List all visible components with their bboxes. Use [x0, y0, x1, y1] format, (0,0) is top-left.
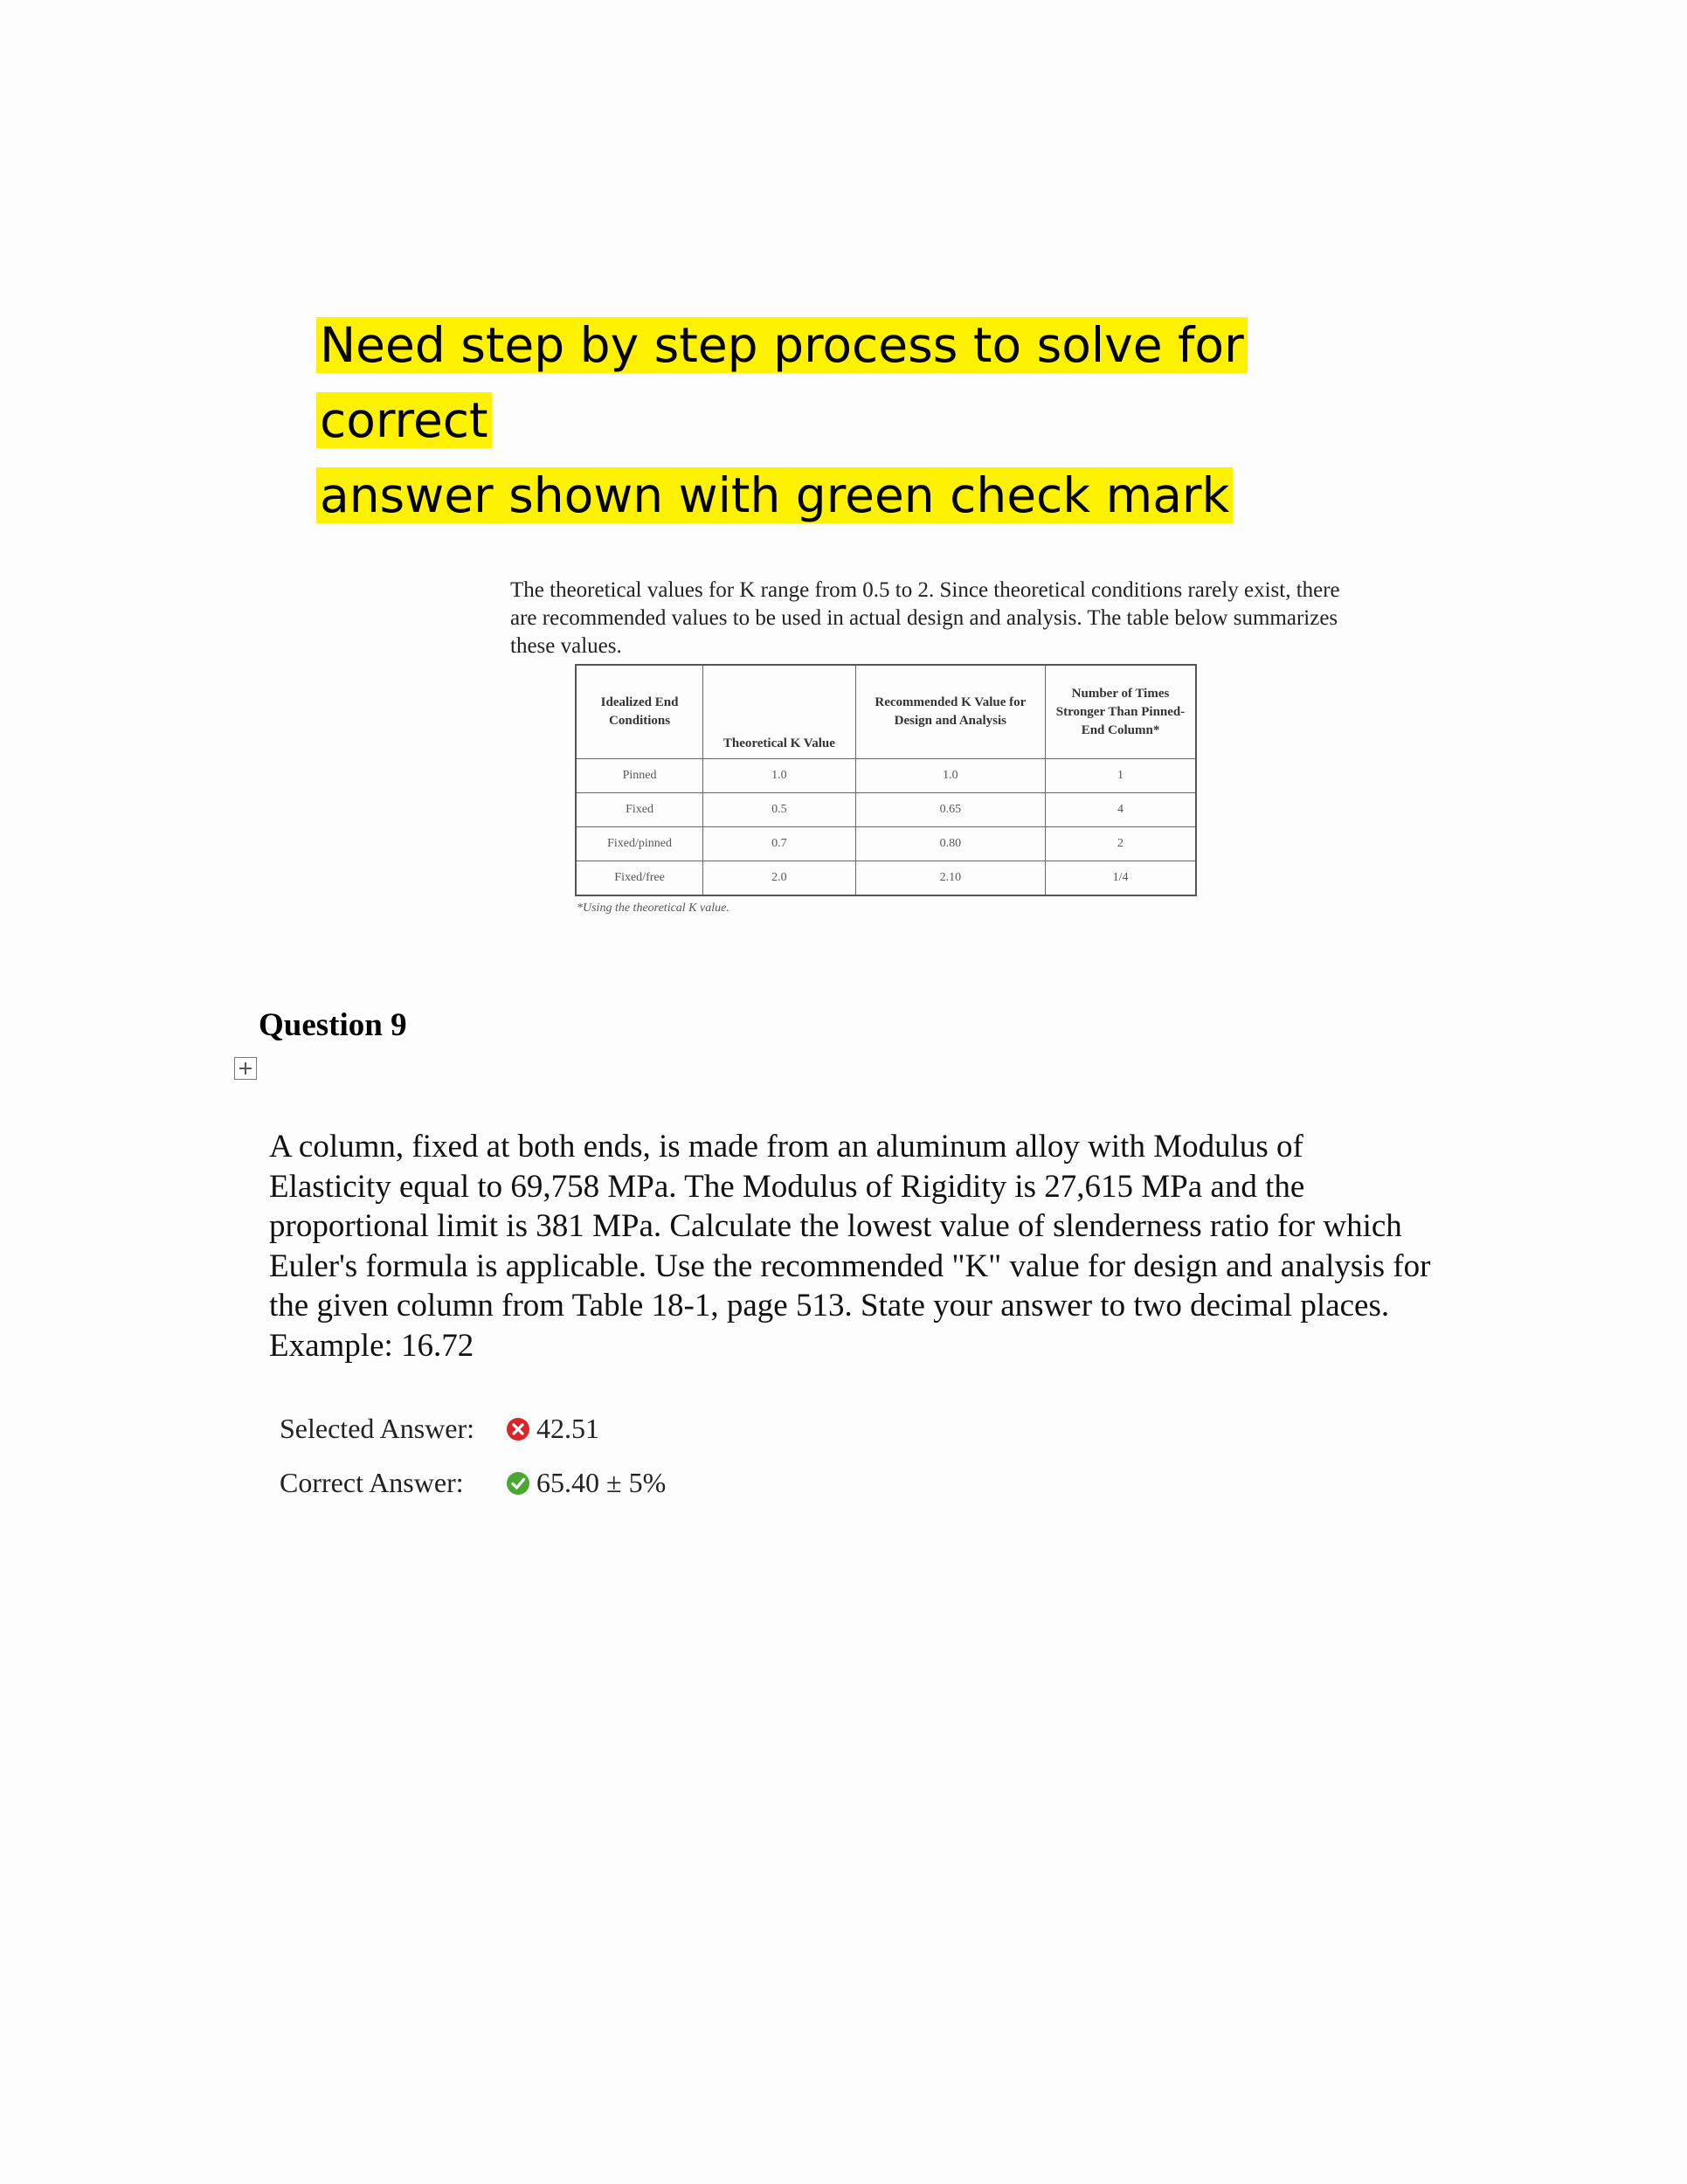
- cell: 1.0: [703, 759, 856, 793]
- cell: 2.10: [855, 861, 1045, 896]
- cell: 2.0: [703, 861, 856, 896]
- header-end-conditions: Idealized End Conditions: [576, 665, 703, 759]
- cell: Pinned: [576, 759, 703, 793]
- move-handle-icon[interactable]: [234, 1057, 257, 1080]
- question-text: A column, fixed at both ends, is made from an aluminum alloy with Modulus of Elasticity equal to 69,758 MPa. The Modulus of Rigidity is 27,615 MPa and the proportional limit is 381 MPa. Calculate the lowest value of slenderness ratio for which Euler's formula is applicable. Use the recommended "K" value for design and analysis for the given column from Table 18-1, page 513. State your answer to two decimal places. Example: 16.72: [269, 1129, 1431, 1364]
- cell: 4: [1046, 793, 1196, 827]
- table-footnote: *Using the theoretical K value.: [577, 902, 729, 915]
- correct-check-icon: [507, 1472, 529, 1495]
- table-row: [576, 793, 1196, 827]
- table-row: [576, 861, 1196, 896]
- selected-answer-label: Selected Answer:: [280, 1413, 475, 1444]
- cell: 0.80: [855, 827, 1045, 861]
- table-row: [576, 827, 1196, 861]
- incorrect-x-icon: [507, 1418, 529, 1441]
- selected-answer-row: [280, 1413, 599, 1445]
- note-line-2: answer shown with green check mark: [316, 467, 1233, 523]
- cell: 1/4: [1046, 861, 1196, 896]
- textbook-excerpt: The theoretical values for K range from 0.5 to 2. Since theoretical conditions rarely exist, there are recommended values to be used in actual design and analysis. The table below summarizes these values.: [510, 578, 1340, 658]
- note-line-1: Need step by step process to solve for correct: [316, 317, 1248, 448]
- help-request-note: [316, 308, 1417, 533]
- header-theoretical-k: Theoretical K Value: [703, 665, 856, 759]
- cell: 0.5: [703, 793, 856, 827]
- cell: Fixed/free: [576, 861, 703, 896]
- cell: 0.65: [855, 793, 1045, 827]
- cell: 2: [1046, 827, 1196, 861]
- selected-answer-value: 42.51: [536, 1413, 599, 1444]
- correct-answer-label: Correct Answer:: [280, 1467, 464, 1498]
- header-times-stronger: Number of Times Stronger Than Pinned-End Column*: [1046, 665, 1196, 759]
- table-row: [576, 759, 1196, 793]
- cell: 1.0: [855, 759, 1045, 793]
- table-header-row: [576, 665, 1196, 759]
- cell: Fixed/pinned: [576, 827, 703, 861]
- cell: 1: [1046, 759, 1196, 793]
- k-value-table: [575, 664, 1197, 896]
- correct-answer-row: [280, 1467, 666, 1499]
- header-recommended-k: Recommended K Value for Design and Analysis: [855, 665, 1045, 759]
- cell: Fixed: [576, 793, 703, 827]
- cell: 0.7: [703, 827, 856, 861]
- question-title: Question 9: [259, 1007, 407, 1043]
- correct-answer-value: 65.40 ± 5%: [536, 1467, 667, 1498]
